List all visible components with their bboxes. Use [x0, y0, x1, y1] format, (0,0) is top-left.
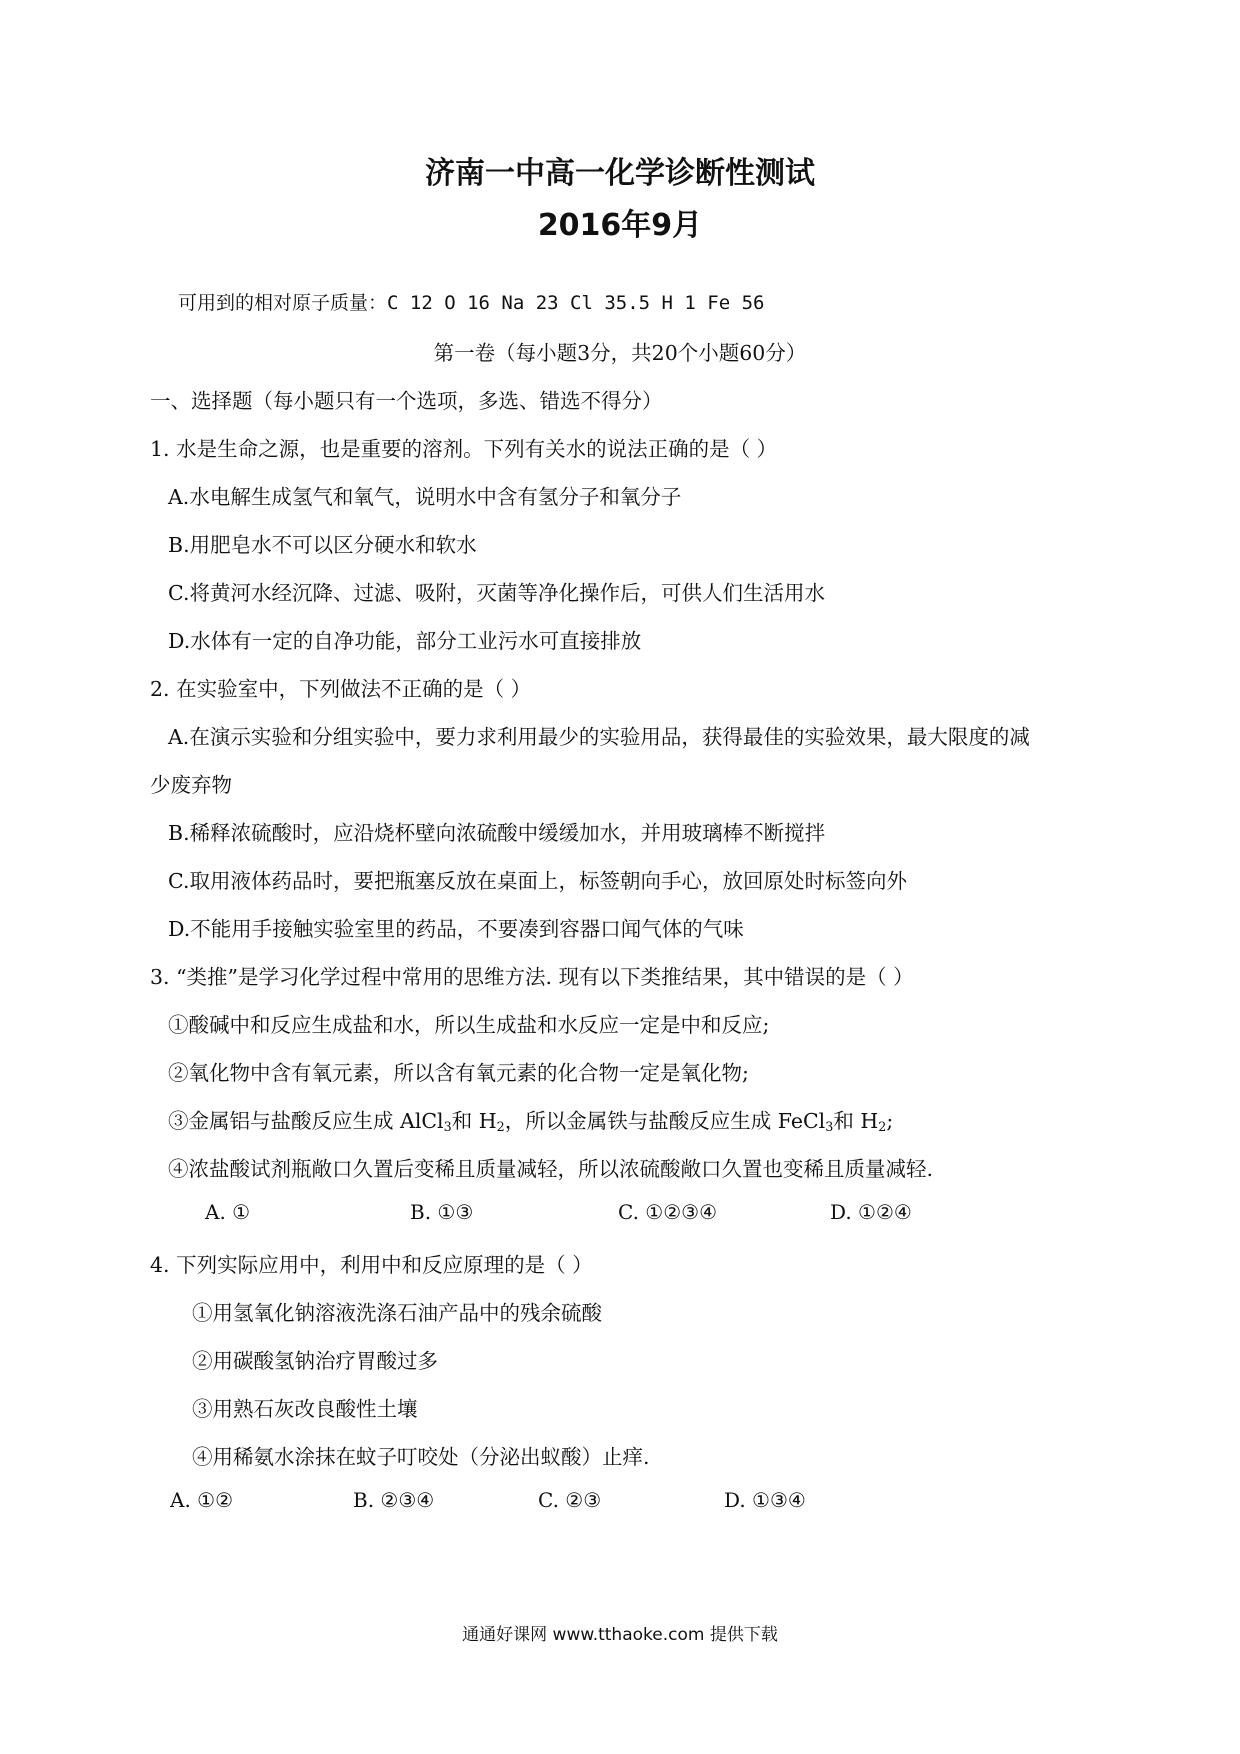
- option-b: B.稀释浓硫酸时，应沿烧杯壁向浓硫酸中缓缓加水，并用玻璃棒不断搅拌: [168, 821, 826, 845]
- statement-1: ①酸碱中和反应生成盐和水，所以生成盐和水反应一定是中和反应;: [168, 1013, 770, 1037]
- statement-4: ④浓盐酸试剂瓶敞口久置后变稀且质量减轻，所以浓硫酸敞口久置也变稀且质量减轻.: [168, 1157, 934, 1181]
- statement-2: ②氧化物中含有氧元素，所以含有氧元素的化合物一定是氧化物;: [168, 1061, 749, 1085]
- statement-3: ③用熟石灰改良酸性土壤: [192, 1397, 418, 1421]
- question-stem: 4. 下列实际应用中，利用中和反应原理的是（ ）: [150, 1253, 593, 1277]
- statement-1: ①用氢氧化钠溶液洗涤石油产品中的残余硫酸: [192, 1301, 602, 1325]
- answer-option-b: B. ①③: [410, 1200, 474, 1224]
- question-stem: 3. “类推”是学习化学过程中常用的思维方法. 现有以下类推结果，其中错误的是（ ）: [150, 965, 914, 989]
- statement-3-part: ，所以金属铁与盐酸反应生成 FeCl: [504, 1109, 826, 1133]
- subscript: 2: [496, 1119, 505, 1135]
- section-heading: 一、选择题（每小题只有一个选项，多选、错选不得分）: [150, 389, 663, 413]
- volume-note: 第一卷（每小题3分，共20个小题60分）: [433, 341, 807, 365]
- statement-3-part: 和 H: [833, 1109, 879, 1133]
- statement-3-part: ③金属铝与盐酸反应生成 AlCl: [168, 1109, 444, 1133]
- answer-option-d: D. ①②④: [830, 1200, 912, 1224]
- option-b: B.用肥皂水不可以区分硬水和软水: [168, 533, 477, 557]
- answer-option-c: C. ①②③④: [618, 1200, 718, 1224]
- option-a-continued: 少废弃物: [150, 773, 232, 797]
- answer-option-a: A. ①②: [170, 1488, 234, 1512]
- option-a: A.在演示实验和分组实验中，要力求利用最少的实验用品，获得最佳的实验效果，最大限度的减: [168, 725, 1030, 749]
- footer-credit: 通通好课网 www.tthaoke.com 提供下载: [462, 1625, 778, 1645]
- subscript: 3: [443, 1119, 452, 1135]
- statement-3-part: ;: [886, 1109, 894, 1133]
- answer-option-b: B. ②③④: [353, 1488, 435, 1512]
- option-c: C.取用液体药品时，要把瓶塞反放在桌面上，标签朝向手心，放回原处时标签向外: [168, 869, 907, 893]
- answer-option-c: C. ②③: [538, 1488, 602, 1512]
- statement-3-part: 和 H: [451, 1109, 497, 1133]
- exam-title: 济南一中高一化学诊断性测试: [425, 156, 815, 191]
- statement-2: ②用碳酸氢钠治疗胃酸过多: [192, 1349, 438, 1373]
- statement-3: [168, 1104, 893, 1134]
- question-stem: 2. 在实验室中，下列做法不正确的是（ ）: [150, 677, 532, 701]
- subscript: 2: [878, 1119, 887, 1135]
- subscript: 3: [825, 1119, 834, 1135]
- option-d: D.水体有一定的自净功能，部分工业污水可直接排放: [168, 629, 642, 653]
- statement-4: ④用稀氨水涂抹在蚊子叮咬处（分泌出蚁酸）止痒.: [192, 1445, 650, 1469]
- answer-option-a: A. ①: [205, 1200, 251, 1224]
- option-c: C.将黄河水经沉降、过滤、吸附，灭菌等净化操作后，可供人们生活用水: [168, 581, 825, 605]
- option-d: D.不能用手接触实验室里的药品，不要凑到容器口闻气体的气味: [168, 917, 744, 941]
- question-stem: 1. 水是生命之源，也是重要的溶剂。下列有关水的说法正确的是（ ）: [150, 437, 778, 461]
- answer-option-d: D. ①③④: [724, 1488, 806, 1512]
- exam-date: 2016年9月: [537, 208, 703, 243]
- option-a: A.水电解生成氢气和氧气，说明水中含有氢分子和氧分子: [168, 485, 682, 509]
- atomic-masses: 可用到的相对原子质量：C 12 O 16 Na 23 Cl 35.5 H 1 Fe 56: [178, 292, 765, 314]
